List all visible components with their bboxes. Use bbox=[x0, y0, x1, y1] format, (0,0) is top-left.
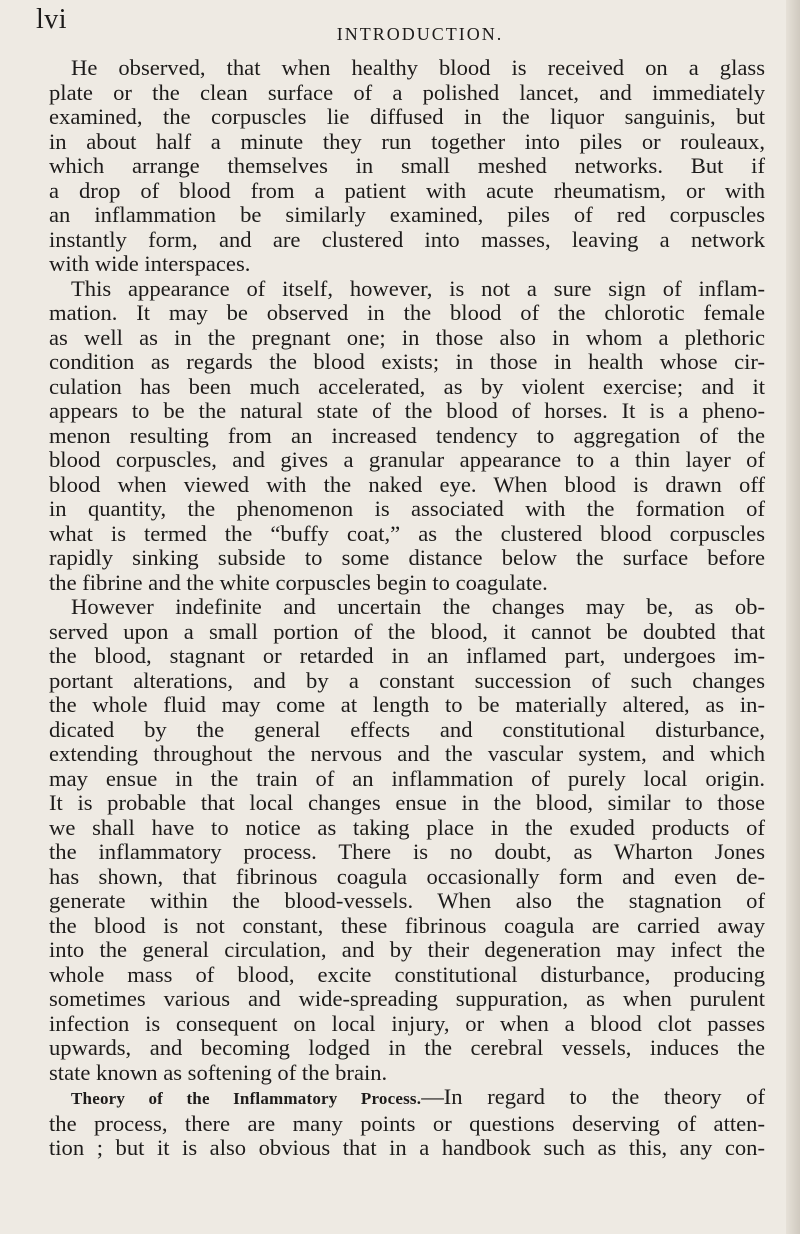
text-line: This appearance of itself, however, is not a sure sign of inflam- bbox=[71, 275, 765, 301]
text-line: state known as softening of the brain. bbox=[49, 1059, 388, 1085]
text-line: generate within the blood-vessels. When also the stagnation of bbox=[49, 888, 765, 913]
text-line: which arrange themselves in small meshed networks. But if bbox=[49, 153, 765, 178]
paragraph bbox=[49, 595, 765, 1085]
text-line: in about half a minute they run together into piles or rouleaux, bbox=[49, 128, 765, 154]
text-line: the process, there are many points or questions deserving of atten- bbox=[49, 1110, 765, 1136]
text-line: examined, the corpuscles lie diffused in the liquor sanguinis, but bbox=[49, 104, 765, 129]
text-line: tion ; but it is also obvious that in a handbook such as this, any con- bbox=[49, 1135, 765, 1160]
text-line: plate or the clean surface of a polished lancet, and immediately bbox=[49, 79, 765, 105]
text-line: upwards, and becoming lodged in the cerebral vessels, induces the bbox=[49, 1035, 765, 1060]
text-line: whole mass of blood, excite constitutional disturbance, producing bbox=[49, 961, 765, 987]
text-line: the blood is not constant, these fibrinous coagula are carried away bbox=[49, 912, 765, 938]
paragraph bbox=[49, 277, 765, 596]
text-line: an inflammation be similarly examined, piles of red corpuscles bbox=[49, 202, 765, 227]
text-line: culation has been much accelerated, as by violent exercise; and it bbox=[49, 373, 765, 399]
text-line: menon resulting from an increased tendency to aggregation of the bbox=[49, 422, 765, 448]
text-line: served upon a small portion of the blood, it cannot be doubted that bbox=[49, 618, 765, 644]
text-line: the inflammatory process. There is no doubt, as Wharton Jones bbox=[49, 839, 765, 864]
text-line: blood corpuscles, and gives a granular appearance to a thin layer of bbox=[49, 447, 765, 472]
text-line: what is termed the “buffy coat,” as the clustered blood corpuscles bbox=[49, 520, 765, 546]
final-paragraph-first-line bbox=[49, 1085, 765, 1112]
final-paragraph bbox=[49, 1085, 765, 1161]
text-line: we shall have to notice as taking place in the exuded products of bbox=[49, 814, 765, 840]
body-text bbox=[49, 56, 765, 1161]
text-line: a drop of blood from a patient with acute rheumatism, or with bbox=[49, 177, 765, 203]
text-line: He observed, that when healthy blood is received on a glass bbox=[71, 55, 765, 80]
text-line: infection is consequent on local injury, or when a blood clot passes bbox=[49, 1010, 765, 1036]
text-line: sometimes various and wide-spreading suppuration, as when purulent bbox=[49, 986, 765, 1011]
text-line: extending throughout the nervous and the vascular system, and which bbox=[49, 741, 765, 766]
text-line: It is probable that local changes ensue in the blood, similar to those bbox=[49, 790, 765, 815]
text-line: condition as regards the blood exists; in those in health whose cir- bbox=[49, 349, 765, 374]
text-line: as well as in the pregnant one; in those also in whom a plethoric bbox=[49, 324, 765, 350]
text-line: with wide interspaces. bbox=[49, 251, 251, 276]
text-line: has shown, that fibrinous coagula occasionally form and even de- bbox=[49, 863, 765, 889]
section-sidehead: Theory of the Inflammatory Process. bbox=[71, 1089, 422, 1108]
sidehead-continuation: —In regard to the theory of bbox=[421, 1084, 765, 1109]
text-line: the whole fluid may come at length to be materially altered, as in- bbox=[49, 692, 765, 717]
text-line: portant alterations, and by a constant succession of such changes bbox=[49, 667, 765, 693]
text-line: dicated by the general effects and constitutional disturbance, bbox=[49, 716, 765, 742]
text-line: may ensue in the train of an inflammation of purely local origin. bbox=[49, 765, 765, 791]
text-line: appears to be the natural state of the blood of horses. It is a pheno- bbox=[49, 398, 765, 423]
text-line: the blood, stagnant or retarded in an inflamed part, undergoes im- bbox=[49, 643, 765, 668]
text-line: instantly form, and are clustered into masses, leaving a network bbox=[49, 226, 765, 252]
text-line: However indefinite and uncertain the changes may be, as ob- bbox=[71, 594, 765, 619]
paragraph bbox=[49, 56, 765, 277]
page-number: lvi bbox=[36, 4, 68, 35]
text-line: blood when viewed with the naked eye. When blood is drawn off bbox=[49, 471, 765, 497]
page-edge bbox=[786, 0, 800, 1234]
text-line: rapidly sinking subside to some distance below the surface before bbox=[49, 545, 765, 570]
running-head: INTRODUCTION. bbox=[336, 24, 504, 44]
text-line: mation. It may be observed in the blood of the chlorotic female bbox=[49, 300, 765, 325]
text-line: the fibrine and the white corpuscles begin to coagulate. bbox=[49, 569, 548, 595]
text-line: into the general circulation, and by their degeneration may infect the bbox=[49, 937, 765, 962]
text-line: in quantity, the phenomenon is associated with the formation of bbox=[49, 496, 765, 521]
